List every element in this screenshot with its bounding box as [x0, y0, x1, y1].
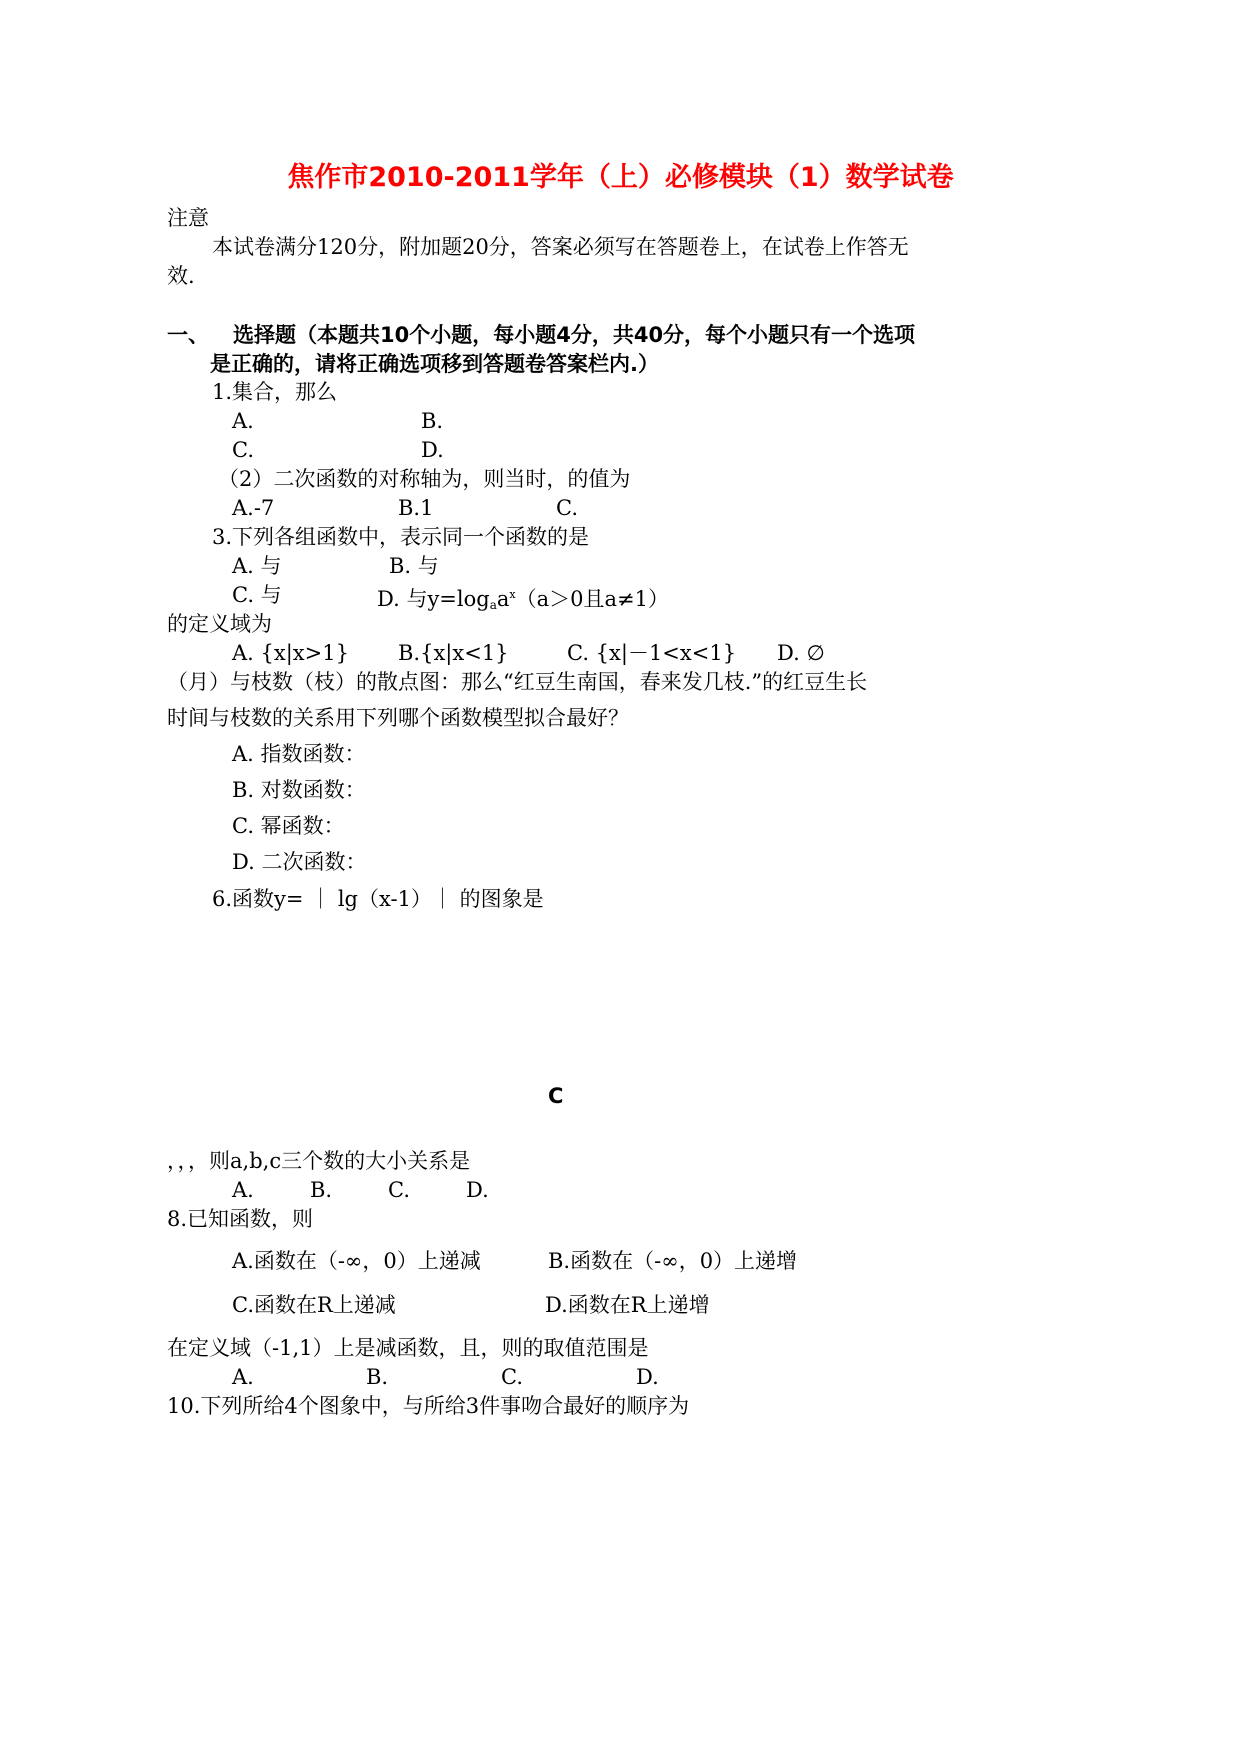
- question-2-option-c: C.: [556, 496, 578, 520]
- question-4-option-d: D. ∅: [777, 641, 825, 665]
- page-title: 焦作市2010-2011学年（上）必修模块（1）数学试卷: [287, 162, 954, 193]
- question-6-stem: 6.函数y= ｜ lg（x-1）｜ 的图象是: [212, 887, 544, 911]
- section-number: 一、: [167, 323, 209, 347]
- question-7-option-d: D.: [466, 1178, 489, 1202]
- question-4-option-a: A. {x|x>1}: [232, 641, 349, 665]
- section-heading-line-2: 是正确的，请将正确选项移到答题卷答案栏内.）: [210, 352, 659, 376]
- question-8-option-c: C.函数在R上递减: [232, 1293, 396, 1317]
- question-3-option-c: C. 与: [232, 583, 282, 607]
- question-10-stem: 10.下列所给4个图象中，与所给3件事吻合最好的顺序为: [167, 1394, 690, 1418]
- question-5-option-c: C. 幂函数：: [232, 814, 345, 838]
- question-1-option-a: A.: [232, 409, 254, 433]
- question-9-option-c: C.: [501, 1365, 523, 1389]
- question-2-option-a: A.-7: [232, 496, 275, 520]
- question-8-option-d: D.函数在R上递增: [545, 1293, 710, 1317]
- question-3-option-d-text: D. 与y=log: [377, 587, 490, 611]
- question-5-stem-line-2: 时间与枝数的关系用下列哪个函数模型拟合最好？: [167, 706, 629, 730]
- question-8-stem: 8.已知函数，则: [167, 1207, 314, 1231]
- section-heading-line-1: 选择题（本题共10个小题，每小题4分，共40分，每个小题只有一个选项: [233, 323, 916, 347]
- question-3-option-a: A. 与: [232, 554, 282, 578]
- notice-text-line-2: 效.: [167, 264, 195, 288]
- question-3-option-d: [377, 581, 669, 619]
- question-6-answer-label: C: [548, 1084, 564, 1108]
- question-3-stem: 3.下列各组函数中，表示同一个函数的是: [212, 525, 590, 549]
- question-4-stem: 的定义域为: [167, 612, 272, 636]
- question-3-option-d-condition: （a＞0且a≠1）: [515, 587, 669, 611]
- power-exponent: x: [509, 588, 516, 601]
- question-7-option-b: B.: [310, 1178, 333, 1202]
- question-9-option-a: A.: [232, 1365, 254, 1389]
- notice-text-line-1: 本试卷满分120分，附加题20分，答案必须写在答题卷上，在试卷上作答无: [212, 235, 909, 259]
- question-1-option-d: D.: [421, 438, 444, 462]
- question-1-option-b: B.: [421, 409, 444, 433]
- question-5-stem-line-1: （月）与枝数（枝）的散点图：那么“红豆生南国，春来发几枝.”的红豆生长: [167, 670, 868, 694]
- question-2-option-b: B.1: [398, 496, 434, 520]
- notice-heading: 注意: [167, 206, 209, 230]
- question-9-stem: 在定义域（-1,1）上是减函数，且，则的取值范围是: [167, 1336, 649, 1360]
- question-9-option-b: B.: [366, 1365, 389, 1389]
- question-5-option-b: B. 对数函数：: [232, 778, 366, 802]
- question-8-option-b: B.函数在（-∞，0）上递增: [548, 1249, 798, 1273]
- log-base: a: [489, 598, 497, 612]
- question-7-option-a: A.: [232, 1178, 254, 1202]
- question-9-option-d: D.: [636, 1365, 659, 1389]
- question-1-stem: 1.集合，那么: [212, 380, 338, 404]
- question-4-option-c: C. {x|－1<x<1}: [567, 641, 737, 665]
- question-2-stem: （2）二次函数的对称轴为，则当时，的值为: [218, 467, 631, 491]
- question-1-option-c: C.: [232, 438, 254, 462]
- power-base: a: [496, 587, 510, 611]
- question-7-option-c: C.: [388, 1178, 410, 1202]
- question-5-option-d: D. 二次函数：: [232, 850, 367, 874]
- question-4-option-b: B.{x|x<1}: [398, 641, 509, 665]
- question-3-option-b: B. 与: [389, 554, 439, 578]
- question-8-option-a: A.函数在（-∞，0）上递减: [232, 1249, 481, 1273]
- question-7-stem: ，，，则a,b,c三个数的大小关系是: [167, 1149, 471, 1173]
- question-5-option-a: A. 指数函数：: [232, 742, 366, 766]
